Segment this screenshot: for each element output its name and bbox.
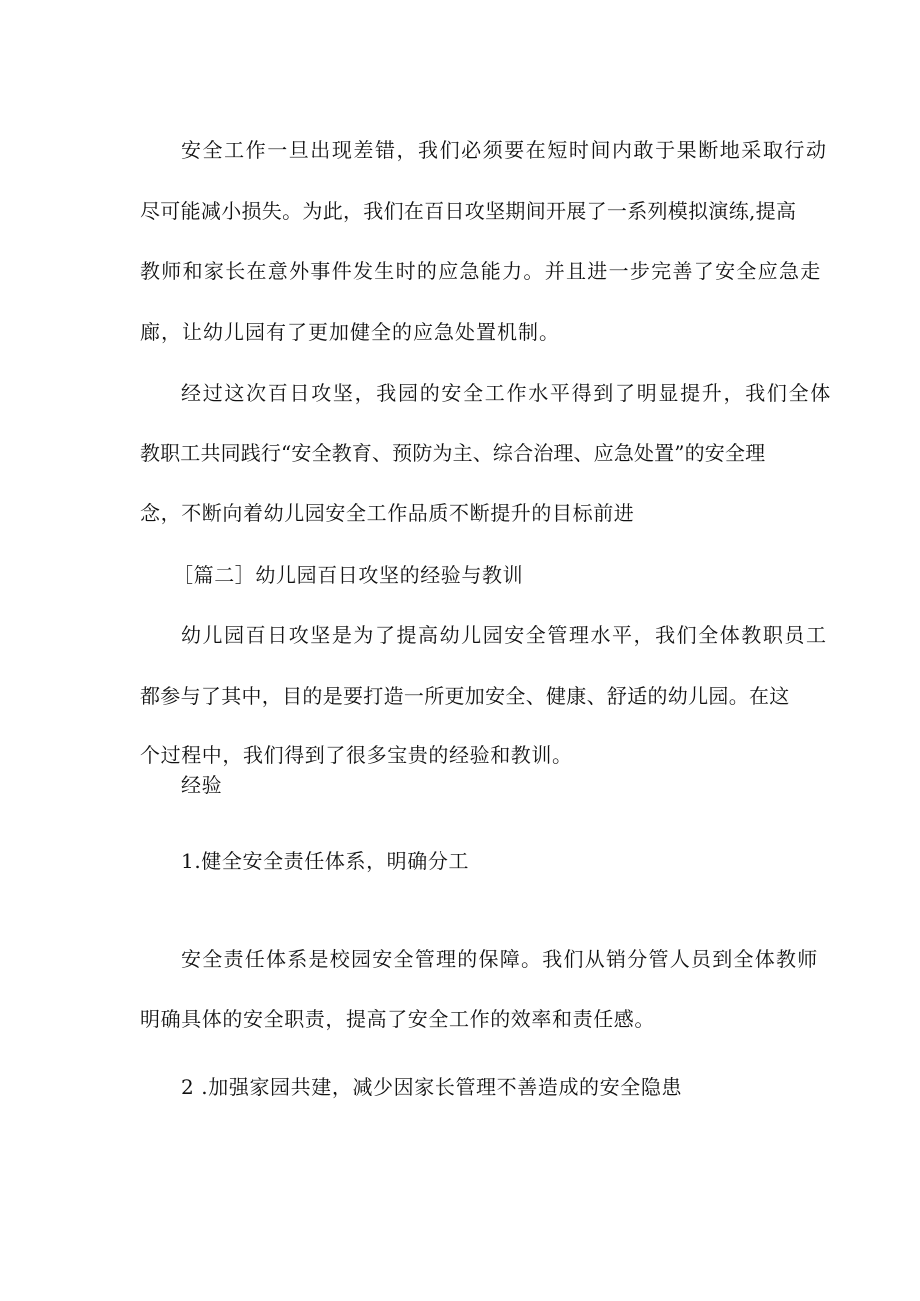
section-heading: ［篇二］幼儿园百日攻坚的经验与教训	[173, 563, 524, 587]
paragraph-line: 明确具体的安全职责，提高了安全工作的效率和责任感。	[140, 1007, 655, 1031]
paragraph-line: 个过程中，我们得到了很多宝贵的经验和教训。	[140, 743, 573, 767]
paragraph-line: 安全工作一旦出现差错，我们必须要在短时间内敢于果断地采取行动	[181, 138, 828, 162]
paragraph-line: 念，不断向着幼儿园安全工作品质不断提升的目标前进	[140, 501, 635, 525]
paragraph-line: 教师和家长在意外事件发生时的应急能力。并且进一步完善了安全应急走	[140, 259, 822, 283]
paragraph-line: 都参与了其中，目的是要打造一所更加安全、健康、舒适的幼儿园。在这	[140, 684, 790, 708]
subheading-experience: 经验	[181, 773, 223, 797]
paragraph-line: 经过这次百日攻坚，我园的安全工作水平得到了明显提升，我们全体	[181, 381, 832, 405]
paragraph-line: 教职工共同践行“安全教育、预防为主、综合治理、应急处置”的安全理	[140, 441, 766, 465]
list-item-heading: 2 .加强家园共建，减少因家长管理不善造成的安全隐患	[181, 1075, 683, 1099]
list-item-heading: 1.健全安全责任体系，明确分工	[181, 849, 470, 873]
paragraph-line: 安全责任体系是校园安全管理的保障。我们从销分管人员到全体教师	[181, 947, 819, 971]
paragraph-line: 廊，让幼儿园有了更加健全的应急处置机制。	[140, 320, 560, 344]
paragraph-line: 幼儿园百日攻坚是为了提高幼儿园安全管理水平，我们全体教职员工	[181, 623, 828, 647]
paragraph-line: 尽可能减小损失。为此，我们在百日攻坚期间开展了一系列模拟演练,提高	[140, 199, 797, 223]
